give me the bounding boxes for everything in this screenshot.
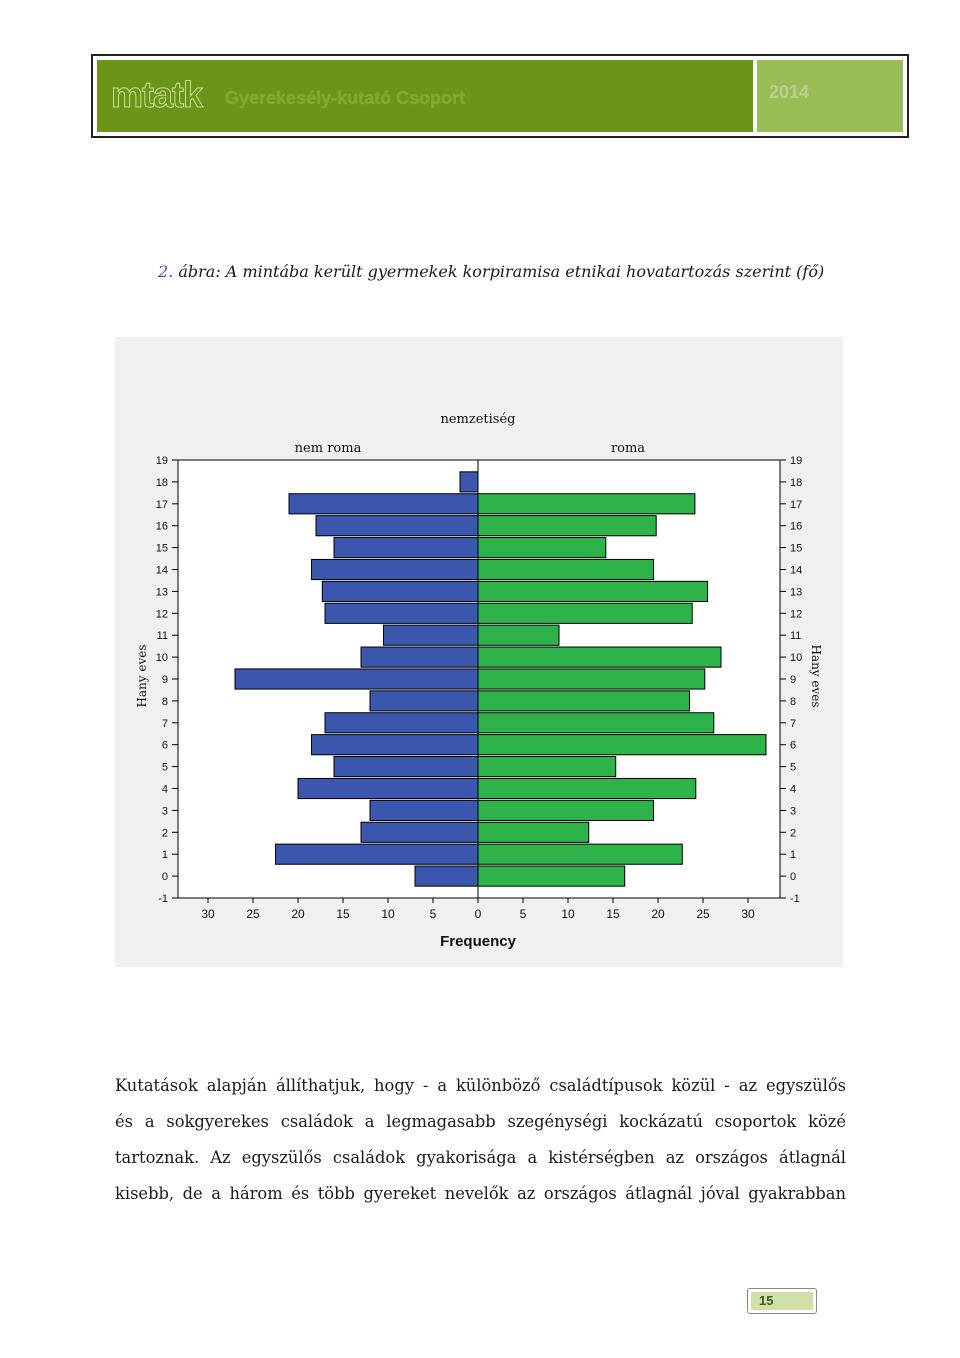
- y-tick-label-right: 8: [790, 695, 797, 708]
- x-axis-label: Frequency: [440, 933, 516, 950]
- y-tick-label-left: 7: [161, 717, 168, 730]
- bar-nem-roma: [312, 735, 479, 755]
- y-tick-label-left: 9: [161, 674, 168, 686]
- bar-roma: [478, 625, 559, 645]
- y-tick-label-left: 13: [155, 586, 168, 599]
- caption-text: ábra: A mintába került gyermekek korpiramisa etnikai hovatartozás szerint (fő): [178, 262, 825, 281]
- y-tick-label-right: 6: [790, 739, 797, 752]
- y-tick-label-right: 12: [790, 608, 803, 621]
- x-tick-label-left: 30: [201, 907, 215, 921]
- bar-roma: [478, 494, 695, 514]
- y-axis-label-left: Hany eves: [135, 644, 149, 708]
- header-green-band: [97, 60, 753, 132]
- header-year: 2014: [769, 82, 810, 102]
- y-tick-label-left: 12: [155, 608, 168, 621]
- bar-roma: [478, 516, 656, 536]
- body-paragraph: [115, 1068, 846, 1212]
- bar-nem-roma: [325, 603, 478, 623]
- x-tick-label-right: 25: [696, 907, 710, 921]
- bar-roma: [478, 844, 682, 864]
- bar-roma: [478, 538, 606, 558]
- y-tick-label-right: 0: [790, 871, 797, 884]
- header-banner: [91, 54, 909, 138]
- bar-nem-roma: [235, 669, 478, 689]
- panel-label-roma: roma: [610, 441, 646, 456]
- bar-nem-roma: [370, 800, 478, 820]
- y-tick-label-right: 18: [790, 476, 803, 489]
- bar-roma: [478, 822, 589, 842]
- population-pyramid-chart: [115, 337, 843, 967]
- bar-nem-roma: [415, 866, 478, 886]
- y-tick-label-right: 14: [790, 564, 803, 577]
- x-tick-label-right: 10: [561, 907, 575, 921]
- figure-caption: [158, 262, 824, 281]
- bar-nem-roma: [460, 472, 478, 492]
- y-tick-label-left: 10: [155, 652, 168, 665]
- y-tick-label-left: 18: [155, 476, 168, 489]
- bar-nem-roma: [361, 822, 478, 842]
- y-tick-label-right: 13: [790, 586, 803, 599]
- mtatk-logo: mtatk: [111, 74, 203, 115]
- y-tick-label-left: 16: [155, 520, 168, 533]
- y-tick-label-left: 8: [161, 695, 168, 708]
- bar-nem-roma: [370, 691, 478, 711]
- y-tick-label-right: 19: [790, 455, 803, 467]
- bar-roma: [478, 603, 692, 623]
- body-line: és a sokgyerekes családok a legmagasabb szegénységi kockázatú csoportok közé: [115, 1112, 846, 1131]
- y-tick-label-left: 17: [155, 498, 168, 511]
- x-tick-label-right: 30: [741, 907, 755, 921]
- bar-roma: [478, 691, 690, 711]
- y-tick-label-right: 1: [790, 849, 797, 862]
- caption-number: 2.: [158, 262, 174, 281]
- bar-roma: [478, 735, 766, 755]
- bar-roma: [478, 581, 708, 601]
- bar-nem-roma: [298, 778, 478, 798]
- x-tick-label-left: 10: [381, 907, 395, 921]
- body-line: tartoznak. Az egyszülős családok gyakorisága a kistérségben az országos átlagnál: [115, 1148, 846, 1167]
- page-number-badge: [747, 1288, 817, 1314]
- bar-roma: [478, 669, 705, 689]
- bar-nem-roma: [334, 538, 478, 558]
- y-tick-label-right: 11: [790, 630, 802, 643]
- x-tick-label-left: 25: [246, 907, 260, 921]
- y-tick-label-right: 9: [790, 674, 797, 686]
- x-tick-label-left: 5: [429, 907, 437, 921]
- y-tick-label-left: 2: [161, 827, 168, 840]
- y-tick-label-right: 2: [790, 827, 797, 840]
- y-tick-label-left: 0: [161, 871, 168, 884]
- bar-roma: [478, 866, 625, 886]
- bar-nem-roma: [322, 581, 478, 601]
- bar-roma: [478, 757, 616, 777]
- y-tick-label-right: 5: [790, 761, 797, 774]
- y-tick-label-left: 3: [161, 805, 168, 818]
- x-tick-label-left: 20: [291, 907, 305, 921]
- bar-roma: [478, 800, 654, 820]
- body-line: Kutatások alapján állíthatjuk, hogy - a különböző családtípusok közül - az egyszülős: [115, 1076, 846, 1095]
- x-tick-label-right: 15: [606, 907, 620, 921]
- group-name: Gyerekesély-kutató Csoport: [225, 88, 466, 108]
- chart-svg: [115, 337, 843, 967]
- y-tick-label-right: 3: [790, 805, 797, 818]
- x-tick-label-left: 0: [474, 907, 482, 921]
- y-tick-label-left: 14: [155, 564, 168, 577]
- y-tick-label-right: 16: [790, 520, 803, 533]
- bar-roma: [478, 559, 654, 579]
- x-tick-label-left: 15: [336, 907, 350, 921]
- y-tick-label-right: -1: [790, 893, 800, 905]
- bar-nem-roma: [384, 625, 479, 645]
- y-tick-label-right: 7: [790, 717, 797, 730]
- y-axis-label-right: Hany eves: [809, 644, 823, 708]
- chart-title: nemzetiség: [440, 412, 516, 427]
- y-tick-label-left: 4: [161, 783, 168, 796]
- y-tick-label-left: -1: [158, 893, 168, 905]
- bar-nem-roma: [334, 757, 478, 777]
- y-tick-label-left: 11: [156, 630, 168, 643]
- y-tick-label-left: 19: [155, 455, 168, 467]
- bar-roma: [478, 778, 696, 798]
- y-tick-label-left: 6: [161, 739, 168, 752]
- bar-nem-roma: [312, 559, 479, 579]
- y-tick-label-right: 4: [790, 783, 797, 796]
- bar-nem-roma: [325, 713, 478, 733]
- body-line: kisebb, de a három és több gyereket nevelők az országos átlagnál jóval gyakrabban: [115, 1184, 846, 1203]
- bar-nem-roma: [276, 844, 479, 864]
- panel-label-nem-roma: nem roma: [294, 441, 362, 456]
- y-tick-label-left: 1: [161, 849, 168, 862]
- header-year-band: [757, 60, 903, 132]
- x-tick-label-right: 20: [651, 907, 665, 921]
- y-tick-label-right: 10: [790, 652, 803, 665]
- bar-nem-roma: [316, 516, 478, 536]
- bar-nem-roma: [361, 647, 478, 667]
- bar-nem-roma: [289, 494, 478, 514]
- y-tick-label-right: 15: [790, 542, 803, 555]
- x-tick-label-right: 5: [519, 907, 527, 921]
- bar-roma: [478, 647, 721, 667]
- bar-roma: [478, 713, 714, 733]
- page-number: 15: [751, 1292, 813, 1310]
- y-tick-label-right: 17: [790, 498, 803, 511]
- y-tick-label-left: 5: [161, 761, 168, 774]
- y-tick-label-left: 15: [155, 542, 168, 555]
